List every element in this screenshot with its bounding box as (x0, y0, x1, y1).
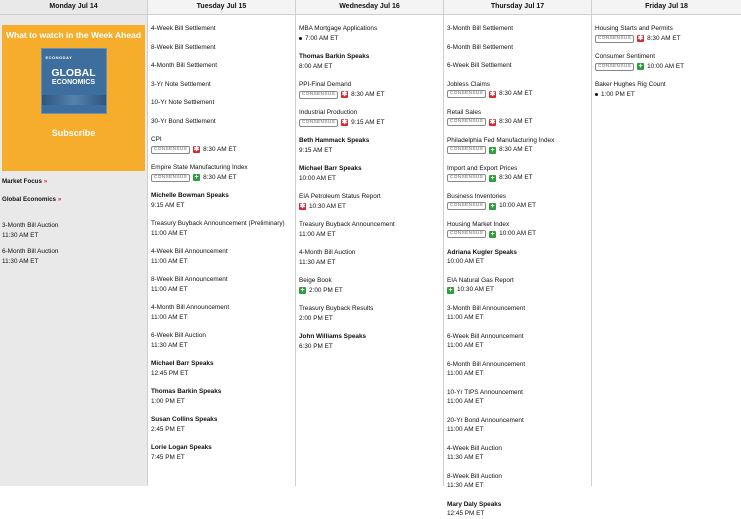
event-name[interactable]: EIA Natural Gas Report (447, 276, 514, 284)
consensus-badge[interactable]: CONSENSUS (447, 174, 486, 182)
event-time: 6:30 PM ET (299, 342, 333, 350)
event-list (296, 15, 443, 351)
event-time: 8:30 AM ET (203, 173, 237, 181)
calendar-event[interactable] (447, 109, 588, 127)
event-meta (447, 454, 588, 463)
calendar-event[interactable] (299, 53, 440, 71)
event-meta (2, 232, 58, 241)
event-meta (299, 203, 440, 212)
day-header: Monday Jul 14 (0, 0, 147, 15)
event-name[interactable]: Industrial Production (299, 109, 358, 116)
calendar-event[interactable] (151, 332, 292, 350)
calendar-event[interactable] (595, 53, 738, 71)
calendar-event[interactable] (447, 221, 588, 239)
calendar-event[interactable] (447, 193, 588, 211)
event-name[interactable]: 30-Yr Bond Settlement (151, 117, 216, 125)
event-meta (151, 146, 292, 155)
event-time: 8:30 AM ET (203, 145, 237, 153)
calendar-event[interactable] (151, 304, 292, 322)
event-meta (447, 426, 588, 435)
market-plus-icon: + (638, 63, 643, 71)
event-time: 11:00 AM ET (447, 314, 484, 321)
event-meta (595, 35, 738, 44)
calendar-event[interactable] (447, 165, 588, 183)
calendar-event[interactable] (299, 25, 440, 43)
event-meta (151, 174, 292, 183)
calendar-event[interactable] (151, 62, 292, 71)
week-ahead-promo[interactable] (2, 25, 145, 171)
event-name[interactable]: 8-Week Bill Settlement (151, 43, 216, 51)
event-name[interactable]: 4-Month Bill Announcement (151, 304, 230, 311)
event-name[interactable]: 3-Yr Note Settlement (151, 80, 211, 88)
event-name[interactable]: Mary Daly Speaks (447, 500, 502, 508)
event-time: 10:30 AM ET (309, 202, 346, 210)
event-meta (447, 202, 588, 211)
calendar-event[interactable] (447, 333, 588, 351)
calendar-event[interactable] (299, 221, 440, 239)
event-name[interactable]: 4-Month Bill Auction (299, 249, 356, 256)
event-time: 8:30 AM ET (499, 118, 533, 125)
calendar-event[interactable] (151, 25, 292, 34)
calendar-event[interactable] (447, 389, 588, 407)
calendar-event[interactable] (299, 165, 440, 183)
calendar-event[interactable] (299, 137, 440, 155)
event-time: 11:00 AM ET (447, 370, 484, 377)
event-meta (151, 454, 292, 463)
event-time: 9:15 AM ET (351, 118, 385, 126)
event-meta (299, 343, 440, 352)
calendar-event[interactable] (299, 249, 440, 267)
calendar-event[interactable] (299, 109, 440, 127)
market-plus-icon: + (490, 202, 495, 210)
consensus-badge[interactable]: CONSENSUS (447, 118, 486, 126)
event-name[interactable]: 10-Yr Note Settlement (151, 99, 215, 106)
event-time: 11:00 AM ET (151, 257, 188, 265)
calendar-event[interactable] (2, 222, 58, 240)
event-time: 11:00 AM ET (447, 342, 484, 349)
market-moving-star-icon: ✱ (637, 35, 644, 43)
event-name[interactable]: 6-Week Bill Auction (151, 332, 206, 339)
calendar-event[interactable] (151, 360, 292, 378)
bullet-icon (299, 37, 302, 40)
calendar-event[interactable] (447, 62, 588, 71)
event-time: 11:30 AM ET (151, 341, 188, 349)
calendar-event[interactable] (299, 277, 440, 295)
event-name[interactable]: CPI (151, 136, 162, 143)
book-title-line2: ECONOMICS (51, 79, 96, 86)
day-header: Friday Jul 18 (592, 0, 741, 15)
event-meta (595, 63, 738, 72)
consensus-badge[interactable]: CONSENSUS (595, 63, 634, 71)
event-name[interactable]: Housing Market Index (447, 220, 510, 228)
event-list (2, 222, 58, 274)
event-time: 10:00 AM ET (447, 258, 484, 265)
event-name[interactable]: John Williams Speaks (299, 333, 367, 340)
event-meta (447, 286, 588, 295)
day-column-tuesday (148, 0, 296, 486)
consensus-badge[interactable]: CONSENSUS (151, 174, 190, 182)
event-meta (447, 258, 588, 267)
event-name[interactable]: 4-Week Bill Announcement (151, 248, 228, 255)
event-name[interactable]: Business Inventories (447, 192, 506, 200)
event-name[interactable]: 6-Week Bill Announcement (447, 332, 524, 340)
market-plus-icon: + (490, 230, 495, 238)
event-name[interactable]: Import and Export Prices (447, 164, 518, 172)
event-name[interactable]: MBA Mortgage Applications (299, 25, 378, 32)
calendar-event[interactable] (299, 81, 440, 99)
calendar-event[interactable] (151, 136, 292, 154)
calendar-event[interactable] (151, 248, 292, 266)
event-name[interactable]: Michael Barr Speaks (299, 165, 362, 172)
event-meta (299, 175, 440, 184)
calendar-event[interactable] (447, 137, 588, 155)
event-name[interactable]: Consumer Sentiment (595, 53, 656, 60)
event-time: 8:30 AM ET (647, 34, 681, 42)
calendar-event[interactable] (151, 44, 292, 53)
event-name[interactable]: Jobless Claims (447, 80, 490, 88)
event-meta (151, 342, 292, 351)
calendar-event[interactable] (447, 361, 588, 379)
market-moving-star-icon: ✱ (489, 90, 496, 98)
day-column-monday (0, 0, 148, 486)
event-meta (151, 230, 292, 239)
calendar-event[interactable] (151, 118, 292, 127)
calendar-event[interactable] (447, 25, 588, 34)
event-name[interactable]: Adriana Kugler Speaks (447, 248, 517, 256)
global-economics-book-cover[interactable] (41, 48, 107, 114)
event-meta (151, 258, 292, 267)
day-column-friday (592, 0, 741, 486)
event-name[interactable]: 10-Yr TIPS Announcement (447, 388, 523, 396)
event-meta (447, 174, 588, 183)
event-meta (299, 259, 440, 268)
event-name[interactable]: Susan Collins Speaks (151, 416, 218, 423)
event-time: 7:45 PM ET (151, 453, 185, 461)
consensus-badge[interactable]: CONSENSUS (151, 146, 190, 154)
event-time: 11:30 AM ET (2, 231, 39, 239)
event-name[interactable]: EIA Petroleum Status Report (299, 193, 381, 200)
event-time: 2:45 PM ET (151, 425, 185, 433)
arrow-icon: » (57, 197, 62, 203)
event-meta (447, 370, 588, 379)
event-time: 8:30 AM ET (499, 146, 533, 153)
event-name[interactable]: Retail Sales (447, 108, 482, 116)
event-meta (151, 314, 292, 323)
event-meta (447, 510, 588, 519)
calendar-event[interactable] (447, 473, 588, 491)
event-time: 10:00 AM ET (499, 230, 537, 237)
event-meta (299, 119, 440, 128)
market-moving-star-icon: ✱ (193, 146, 200, 154)
calendar-event[interactable] (151, 81, 292, 90)
event-meta (447, 342, 588, 351)
event-name[interactable]: Treasury Buyback Announcement (Preliminary) (151, 220, 285, 227)
calendar-event[interactable] (595, 25, 738, 43)
event-name[interactable]: 8-Week Bill Auction (447, 472, 502, 480)
event-time: 11:30 AM ET (299, 258, 336, 266)
event-meta (151, 426, 292, 435)
event-time: 10:00 AM ET (299, 174, 336, 182)
calendar-event[interactable] (447, 501, 588, 519)
event-time: 10:30 AM ET (457, 286, 494, 293)
arrow-icon: » (43, 179, 48, 185)
event-list (444, 15, 591, 519)
event-time: 9:15 AM ET (151, 201, 185, 209)
event-name[interactable]: Treasury Buyback Results (299, 305, 374, 312)
day-column-thursday (444, 0, 592, 517)
consensus-badge[interactable]: CONSENSUS (299, 119, 338, 127)
calendar-event[interactable] (151, 99, 292, 108)
event-name[interactable]: Lorie Logan Speaks (151, 444, 212, 451)
event-meta (447, 398, 588, 407)
event-time: 10:00 AM ET (647, 62, 685, 70)
event-meta (447, 230, 588, 239)
event-meta (447, 118, 588, 127)
market-plus-icon: + (448, 286, 453, 294)
event-name[interactable]: Michelle Bowman Speaks (151, 192, 229, 199)
event-time: 1:00 PM ET (151, 397, 185, 405)
calendar-event[interactable] (299, 193, 440, 211)
event-time: 8:30 AM ET (499, 90, 533, 97)
event-meta (299, 315, 440, 324)
event-meta (595, 91, 738, 100)
event-name[interactable]: 4-Week Bill Auction (447, 444, 502, 452)
event-name[interactable]: Housing Starts and Permits (595, 25, 673, 32)
event-name[interactable]: Beth Hammack Speaks (299, 137, 370, 144)
bullet-icon (595, 93, 598, 96)
day-header: Tuesday Jul 15 (148, 0, 295, 15)
market-plus-icon: + (490, 174, 495, 182)
event-name[interactable]: Baker Hughes Rig Count (595, 81, 666, 88)
event-time: 11:30 AM ET (2, 257, 39, 265)
consensus-badge[interactable]: CONSENSUS (447, 90, 486, 98)
event-name[interactable]: PPI-Final Demand (299, 81, 352, 88)
calendar-event[interactable] (151, 276, 292, 294)
event-meta (299, 63, 440, 72)
event-time: 11:00 AM ET (447, 426, 484, 433)
consensus-badge[interactable]: CONSENSUS (447, 202, 486, 210)
event-name[interactable]: 20-Yr Bond Announcement (447, 416, 524, 424)
event-meta (299, 231, 440, 240)
event-meta (151, 398, 292, 407)
event-meta (151, 202, 292, 211)
calendar-event[interactable] (299, 305, 440, 323)
event-name[interactable]: Thomas Barkin Speaks (151, 388, 222, 395)
event-name[interactable]: Beige Book (299, 277, 332, 284)
calendar-event[interactable] (151, 220, 292, 238)
market-moving-star-icon: ✱ (489, 118, 496, 126)
monday-links (2, 178, 61, 214)
calendar-event[interactable] (447, 249, 588, 267)
market-focus-link[interactable]: Market Focus » (2, 178, 48, 185)
market-moving-star-icon: ✱ (299, 203, 306, 211)
market-moving-star-icon: ✱ (341, 91, 348, 99)
event-meta (447, 482, 588, 491)
event-time: 11:00 AM ET (447, 398, 484, 405)
event-time: 1:00 PM ET (601, 90, 635, 98)
event-meta (299, 91, 440, 100)
event-time: 8:30 AM ET (351, 90, 385, 98)
promo-title: What to watch in the Week Ahead (5, 30, 142, 40)
event-time: 11:00 AM ET (151, 229, 188, 237)
market-plus-icon: + (194, 174, 199, 182)
subscribe-link[interactable]: Subscribe (51, 128, 96, 138)
event-time: 11:30 AM ET (447, 482, 484, 489)
calendar-event[interactable] (151, 388, 292, 406)
event-time: 11:30 AM ET (447, 454, 484, 461)
event-name[interactable]: 6-Month Bill Announcement (447, 360, 526, 368)
event-name[interactable]: Treasury Buyback Announcement (299, 221, 395, 228)
event-name[interactable]: Philadelphia Fed Manufacturing Index (447, 136, 555, 144)
market-moving-star-icon: ✱ (341, 119, 348, 127)
calendar-event[interactable] (447, 44, 588, 53)
calendar-event[interactable] (447, 445, 588, 463)
event-meta (299, 287, 440, 296)
event-name[interactable]: 4-Month Bill Settlement (151, 62, 218, 69)
event-name[interactable]: 6-Month Bill Settlement (447, 43, 514, 51)
event-name[interactable]: 3-Month Bill Announcement (447, 304, 526, 312)
event-meta (447, 146, 588, 155)
global-economics-link[interactable]: Global Economics » (2, 196, 62, 203)
event-name[interactable]: 4-Week Bill Settlement (151, 25, 216, 32)
calendar-event[interactable] (2, 248, 58, 266)
event-time: 11:00 AM ET (151, 285, 188, 293)
consensus-badge[interactable]: CONSENSUS (447, 146, 486, 154)
calendar-event[interactable] (151, 444, 292, 462)
event-meta (151, 370, 292, 379)
event-name[interactable]: Empire State Manufacturing Index (151, 164, 248, 171)
event-time: 2:00 PM ET (309, 286, 343, 294)
event-time: 12:45 PM ET (447, 510, 485, 517)
event-time: 2:00 PM ET (299, 314, 333, 322)
event-meta (447, 90, 588, 99)
calendar-event[interactable] (447, 277, 588, 295)
event-meta (299, 147, 440, 156)
event-name[interactable]: 3-Month Bill Auction (2, 222, 59, 229)
consensus-badge[interactable]: CONSENSUS (299, 91, 338, 99)
event-list (148, 15, 295, 462)
calendar-event[interactable] (151, 164, 292, 182)
book-brand: ECONODAY (45, 55, 73, 60)
calendar-event[interactable] (447, 81, 588, 99)
event-time: 12:45 PM ET (151, 369, 189, 377)
event-name[interactable]: 6-Month Bill Auction (2, 248, 59, 255)
event-name[interactable]: Thomas Barkin Speaks (299, 53, 370, 60)
day-header: Wednesday Jul 16 (296, 0, 443, 15)
calendar-event[interactable] (299, 333, 440, 351)
calendar-event[interactable] (447, 305, 588, 323)
event-meta (2, 258, 58, 267)
event-time: 11:00 AM ET (151, 313, 188, 321)
event-time: 8:00 AM ET (299, 62, 333, 70)
book-title-line1: GLOBAL (51, 67, 96, 79)
event-name[interactable]: Michael Barr Speaks (151, 360, 214, 367)
calendar-event[interactable] (447, 417, 588, 435)
event-time: 9:15 AM ET (299, 146, 333, 154)
event-time: 10:00 AM ET (499, 202, 537, 209)
market-plus-icon: + (300, 287, 305, 295)
event-time: 8:30 AM ET (499, 174, 533, 181)
day-column-wednesday (296, 0, 444, 486)
event-name[interactable]: 3-Month Bill Settlement (447, 25, 514, 32)
market-plus-icon: + (490, 146, 495, 154)
consensus-badge[interactable]: CONSENSUS (595, 35, 634, 43)
event-meta (447, 314, 588, 323)
book-stripe (42, 95, 106, 105)
event-list (592, 15, 741, 99)
event-name[interactable]: 8-Week Bill Announcement (151, 276, 228, 283)
event-name[interactable]: 6-Week Bill Settlement (447, 62, 512, 69)
consensus-badge[interactable]: CONSENSUS (447, 230, 486, 238)
calendar-event[interactable] (595, 81, 738, 99)
day-header: Thursday Jul 17 (444, 0, 591, 15)
event-time: 11:00 AM ET (299, 230, 336, 238)
calendar-event[interactable] (151, 416, 292, 434)
event-time: 7:00 AM ET (305, 34, 339, 42)
event-meta (299, 35, 440, 44)
event-meta (151, 286, 292, 295)
calendar-event[interactable] (151, 192, 292, 210)
